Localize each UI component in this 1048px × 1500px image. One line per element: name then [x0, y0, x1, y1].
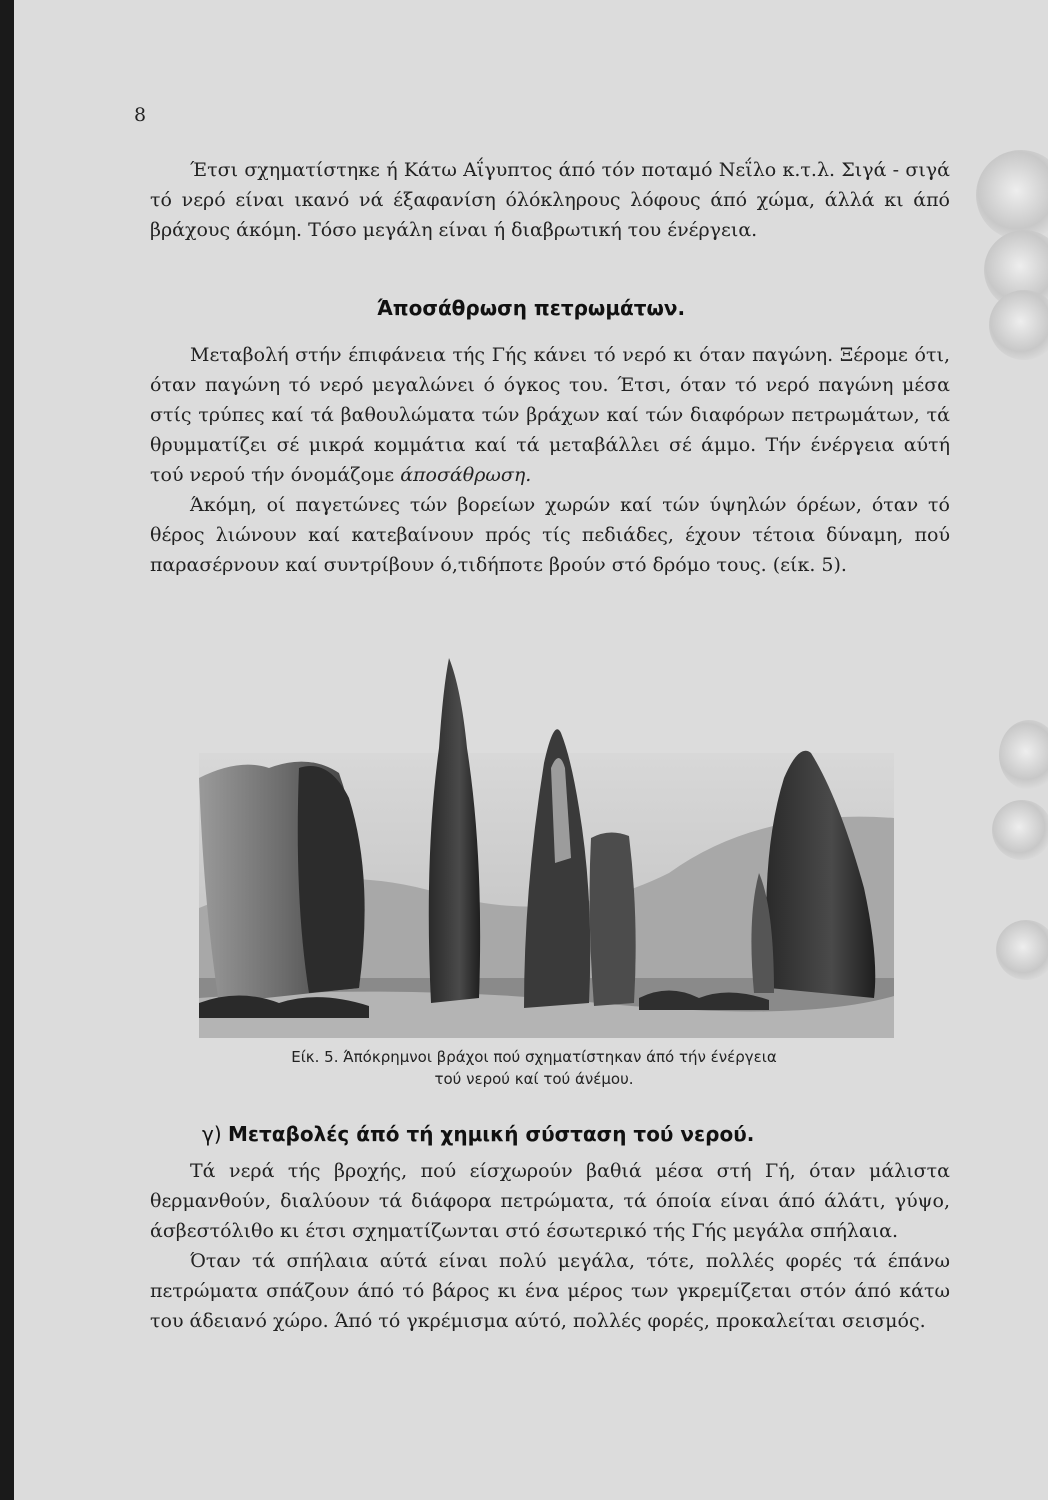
section-title: Μεταβολές άπό τή χημική σύσταση τού νερού.	[228, 1122, 755, 1146]
stain-mark	[992, 800, 1048, 860]
weathering-paragraph-1-text: Μεταβολή στήν έπιφάνεια τής Γής κάνει τό νερό κι όταν παγώνη. Ξέρομε ότι, όταν παγώνη τό νερό μεγαλώνει ό όγκος του. Έτσι, όταν τό νερό παγώνη μέσα στίς τρύπες καί τά βαθουλώματα τών βράχων καί τών διαφόρων πετρωμάτων, τά θρυμματίζει σέ μικρά κομμάτια καί τά μεταβάλλει σέ άμμο. Τήν ένέργεια αύτή τού νερού τήν όνομάζομε	[150, 344, 950, 486]
figure-caption-line-2: τού νερού καί τού άνέμου.	[434, 1070, 634, 1088]
weathering-paragraph-1	[150, 340, 950, 490]
rock-formations-photo	[199, 658, 894, 1038]
section-label: γ)	[202, 1122, 222, 1146]
rock-tall-spire	[429, 658, 480, 1003]
chemical-paragraph-2: Όταν τά σπήλαια αύτά είναι πολύ μεγάλα, τότε, πολλές φορές τά έπάνω πετρώματα σπάζουν άπό τό βάρος κι ένα μέρος των γκρεμίζεται στόν άπό κάτω του άδειανό χώρο. Άπό τό γκρέμισμα αύτό, πολλές φορές, προκαλείται σεισμός.	[150, 1250, 950, 1332]
stain-mark	[996, 920, 1048, 980]
chemical-paragraph-1: Τά νερά τής βροχής, πού είσχωρούν βαθιά μέσα στή Γή, όταν μάλιστα θερμανθούν, διαλύουν τά διάφορα πετρώματα, τά όποία είναι άπό άλάτι, γύψο, άσβεστόλιθο κι έτσι σχηματίζωνται στό έσωτερικό τής Γής μεγάλα σπήλαια.	[150, 1160, 950, 1242]
stain-mark	[976, 150, 1048, 240]
rock-column	[590, 832, 636, 1006]
stain-mark	[999, 720, 1048, 790]
intro-paragraph-block	[150, 155, 950, 245]
intro-paragraph: Έτσι σχηματίστηκε ή Κάτω Αΐγυπτος άπό τόν ποταμό Νεΐλο κ.τ.λ. Σιγά - σιγά τό νερό είναι ικανό νά έξαφανίση όλόκληρους λόφους άπό χώμα, άλλά κι άπό βράχους άκόμη. Τόσο μεγάλη είναι ή διαβρωτική του ένέργεια.	[150, 159, 950, 241]
figure-caption-line-1: Είκ. 5. Άπόκρημνοι βράχοι πού σχηματίστηκαν άπό τήν ένέργεια	[291, 1048, 777, 1066]
weathering-paragraph-2: Άκόμη, οί παγετώνες τών βορείων χωρών καί τών ύψηλών όρέων, όταν τό θέρος λιώνουν καί κατεβαίνουν πρός τίς πεδιάδες, έχουν τέτοια δύναμη, πού παρασέρνουν καί συντρίβουν ό,τιδήποτε βρούν στό δρόμο τους. (είκ. 5).	[150, 494, 950, 576]
chemical-text-block	[150, 1156, 950, 1336]
book-page	[14, 0, 1048, 1500]
term-weathering: άποσάθρωση.	[400, 464, 532, 486]
figure-caption	[184, 1046, 884, 1090]
section-heading-chemical	[202, 1122, 754, 1146]
page-number: 8	[134, 104, 147, 126]
weathering-text-block	[150, 340, 950, 580]
section-heading-weathering: Άποσάθρωση πετρωμάτων.	[376, 296, 686, 320]
